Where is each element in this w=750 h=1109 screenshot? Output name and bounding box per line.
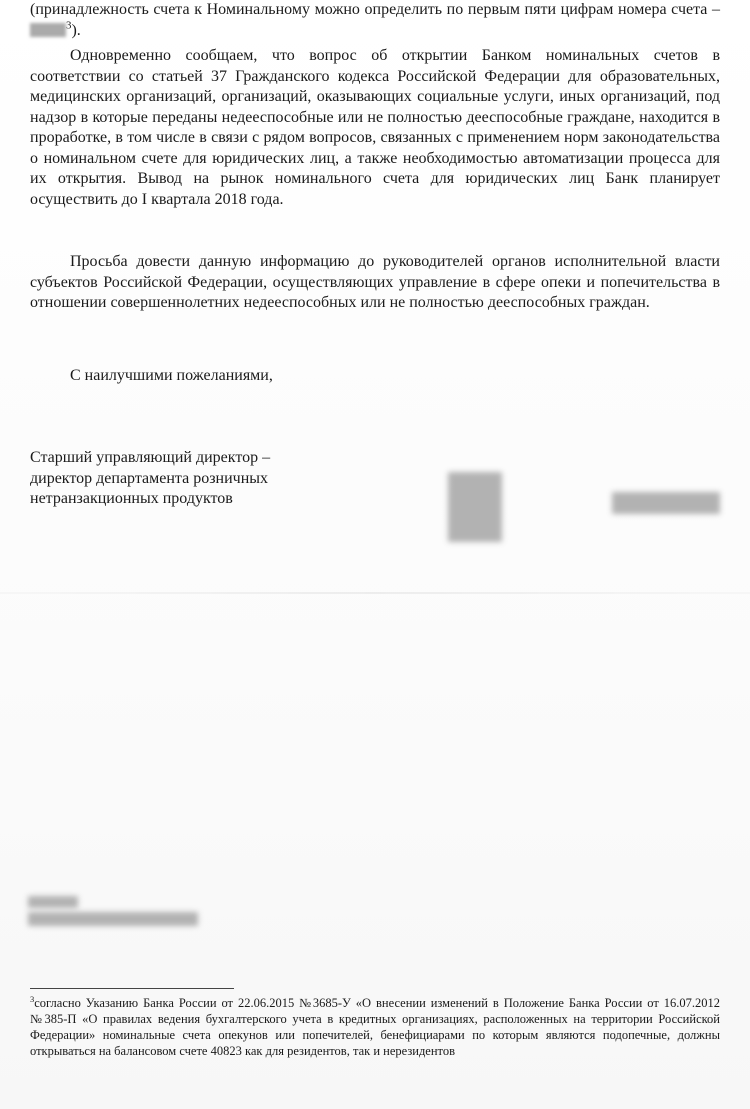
redacted-account-digits — [30, 23, 66, 37]
signer-title-line-3: нетранзакционных продуктов — [30, 490, 233, 507]
closing-phrase: С наилучшими пожеланиями, — [70, 367, 273, 384]
footnote-text: согласно Указанию Банка России от 22.06.2015 №3685-У «О внесении изменений в Положение Банка России от 16.07.2012 №385-П «О правилах ведения бухгалтерского учета в кредитных организациях, расположенных на территории Российской Федерации» номинальные счета опекунов или попечителей, бенефициарами по которым являются подопечные, должны открываться на балансовом счете 40823 как для резидентов, так и нерезидентов — [30, 996, 720, 1058]
redacted-signature — [448, 472, 502, 542]
paragraph-account-note-end: ). — [71, 21, 81, 39]
redacted-signer-name — [612, 492, 720, 514]
paragraph-account-note-text: (принадлежность счета к Номинальному можно определить по первым пяти цифрам номера счета – — [30, 1, 720, 18]
footnote-marker: 3 — [30, 993, 35, 1004]
paragraph-account-note — [30, 0, 720, 41]
redacted-executor-name — [28, 896, 78, 908]
paragraph-nominal-accounts: Одновременно сообщаем, что вопрос об открытии Банком номинальных счетов в соответствии со статьей 37 Гражданского кодекса Российской Федерации для образовательных, медицинских организаций, организаций, оказывающих социальные услуги, иных организаций, под надзор в которые переданы недееспособные или не полностью дееспособные граждане, находится в проработке, в том числе в связи с рядом вопросов, связанных с применением норм законодательства о номинальном счете для юридических лиц, а также необходимостью автоматизации процесса для их открытия. Вывод на рынок номинального счета для юридических лиц Банк планирует осуществить до I квартала 2018 года. — [30, 47, 720, 208]
paper-fold-line — [0, 592, 750, 594]
signer-title-line-1: Старший управляющий директор – — [30, 449, 271, 466]
redacted-executor-phone — [28, 912, 198, 926]
footnote — [30, 995, 720, 1059]
footnote-separator — [30, 988, 234, 989]
footnote-marker-inline: 3 — [66, 19, 72, 32]
paragraph-request: Просьба довести данную информацию до руководителей органов исполнительной власти субъектов Российской Федерации, осуществляющих управление в сфере опеки и попечительства в отношении совершеннолетних недееспособных или не полностью дееспособных граждан. — [30, 253, 720, 311]
signer-title — [30, 448, 270, 510]
signer-title-line-2: директор департамента розничных — [30, 469, 269, 487]
